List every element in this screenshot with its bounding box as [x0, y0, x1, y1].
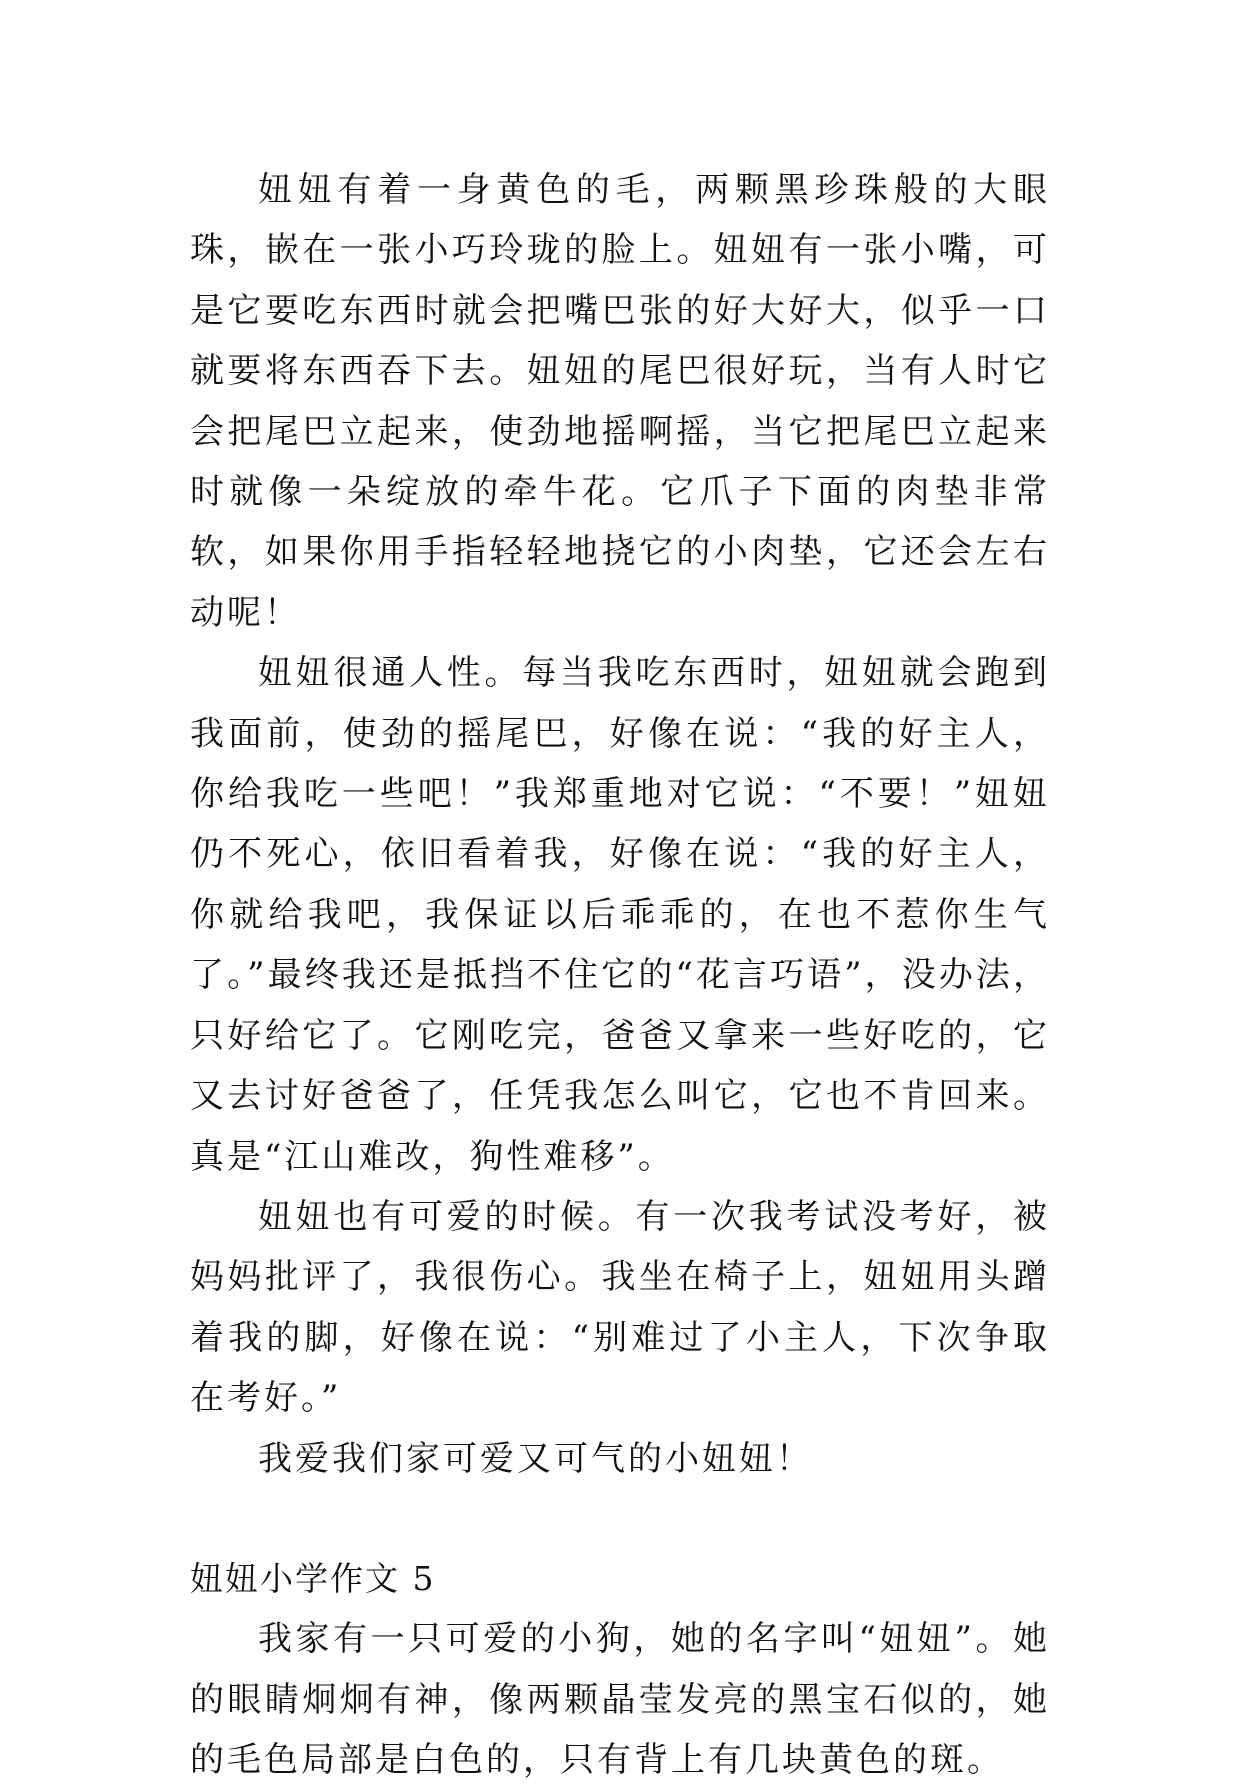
paragraph-personality: 妞妞很通人性。每当我吃东西时，妞妞就会跑到我面前，使劲的摇尾巴，好像在说：“我的好主人，你给我吃一些吧！”我郑重地对它说：“不要！”妞妞仍不死心，依旧看着我，好像在说：“我的好主人，你就给我吧，我保证以后乖乖的，在也不惹你生气了。”最终我还是抵挡不住它的“花言巧语”，没办法，只好给它了。它刚吃完，爸爸又拿来一些好吃的，它又去讨好爸爸了，任凭我怎么叫它，它也不肯回来。真是“江山难改，狗性难移”。 — [190, 653, 1050, 1177]
paragraph-appearance: 妞妞有着一身黄色的毛，两颗黑珍珠般的大眼珠，嵌在一张小巧玲珑的脸上。妞妞有一张小嘴，可是它要吃东西时就会把嘴巴张的好大好大，似乎一口就要将东西吞下去。妞妞的尾巴很好玩，当有人时它会把尾巴立起来，使劲地摇啊摇，当它把尾巴立起来时就像一朵绽放的牵牛花。它爪子下面的肉垫非常软，如果你用手指轻轻地挠它的小肉垫，它还会左右动呢！ — [190, 170, 1050, 633]
paragraph-closing: 我爱我们家可爱又可气的小妞妞！ — [258, 1438, 813, 1479]
paragraph-cute-moment: 妞妞也有可爱的时候。有一次我考试没考好，被妈妈批评了，我很伤心。我坐在椅子上，妞妞用头蹭着我的脚，好像在说：“别难过了小主人，下次争取在考好。” — [190, 1196, 1050, 1419]
paragraph-essay5-intro: 我家有一只可爱的小狗，她的名字叫“妞妞”。她的眼睛炯炯有神，像两颗晶莹发亮的黑宝石似的，她的毛色局部是白色的，只有背上有几块黄色的斑。 — [190, 1619, 1050, 1781]
section-heading: 妞妞小学作文 5 — [190, 1558, 436, 1598]
document-body — [190, 160, 1050, 1791]
